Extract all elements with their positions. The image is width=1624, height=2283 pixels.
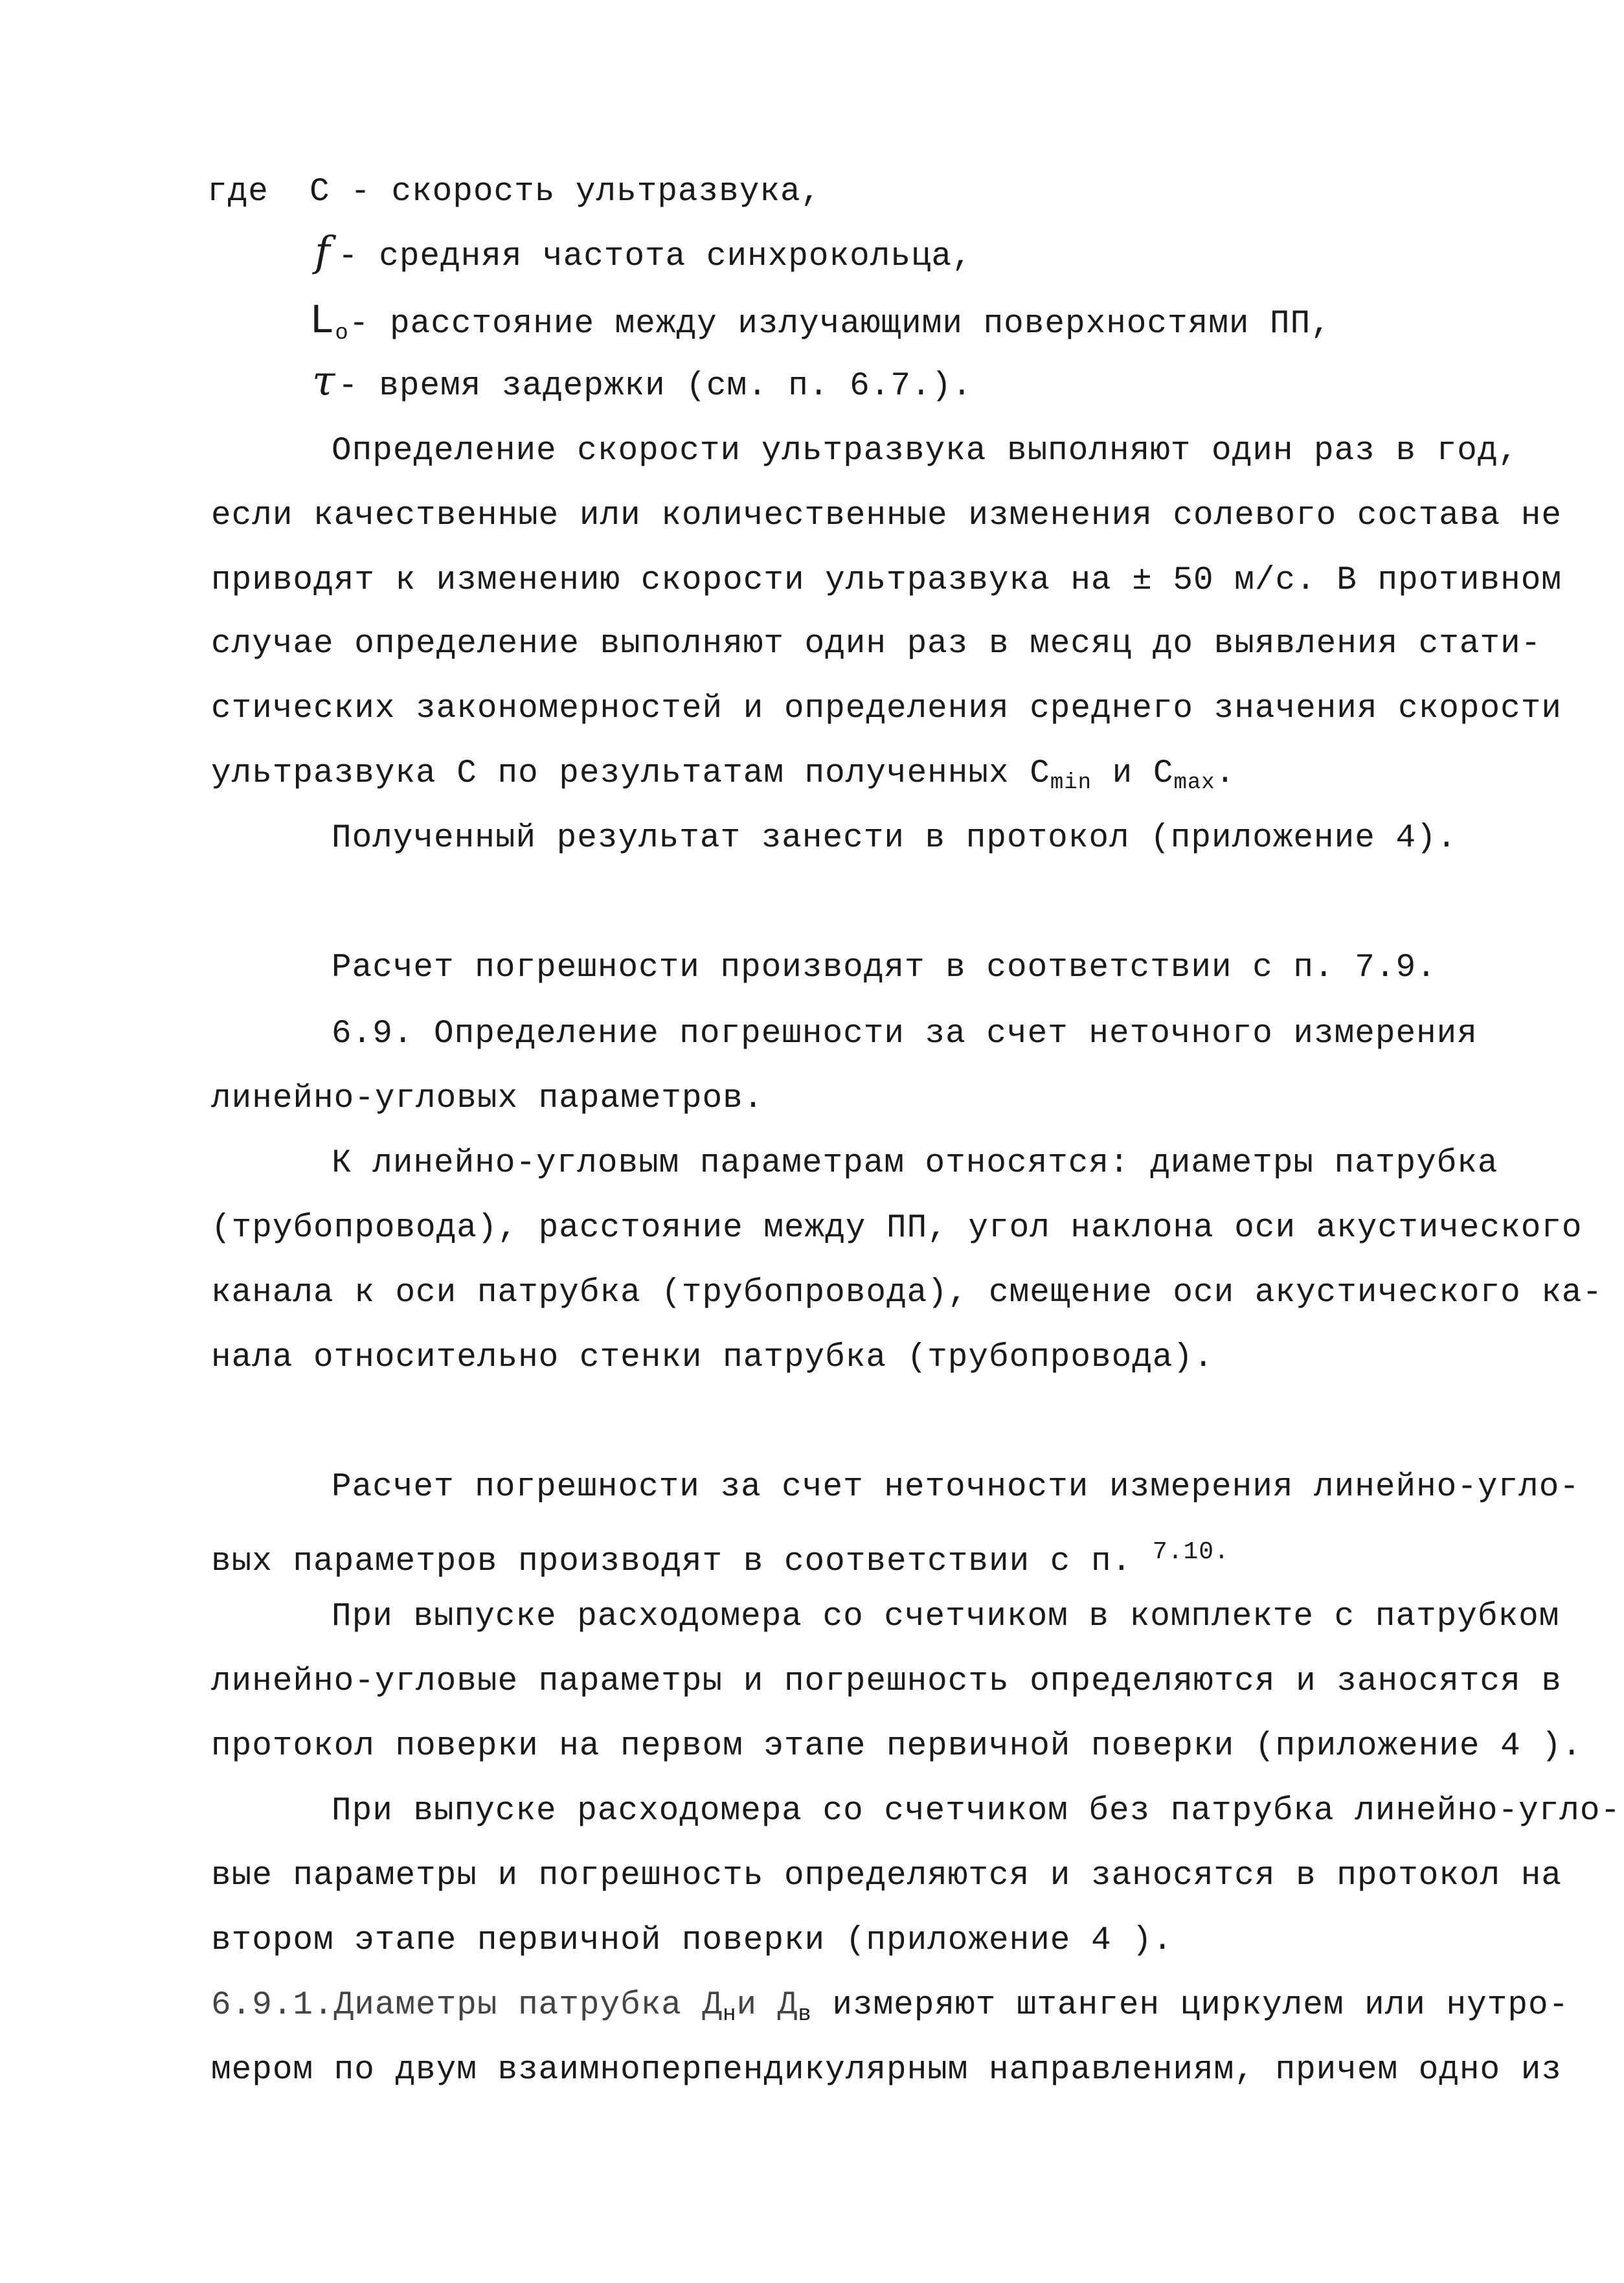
para1-line-6-end: . <box>1215 755 1236 792</box>
para1-line-4: случае определение выполняют один раз в месяц до выявления стати- <box>211 626 1542 663</box>
section-6-9-1-line-1 <box>211 1983 1569 2038</box>
para7-line-2: вые параметры и погрешность определяются и заносятся в протокол на <box>211 1857 1562 1894</box>
where-label: где <box>207 174 269 210</box>
para4-line-4: нала относительно стенки патрубка (трубопровода). <box>211 1339 1214 1376</box>
c-min-subscript: min <box>1050 771 1092 795</box>
clause-ref-7-10: 7.10. <box>1152 1538 1230 1566</box>
l-subscript: o <box>335 321 349 346</box>
section-6-9-1-mid: и Д <box>736 1987 798 2024</box>
para4-line-2: (трубопровода), расстояние между ПП, угол наклона оси акустического <box>211 1210 1583 1247</box>
para6-line-1: При выпуске расходомера со счетчиком в комплекте с патрубком <box>332 1598 1560 1635</box>
section-6-9-1-start: 6.9.1.Диаметры патрубка Д <box>211 1987 723 2024</box>
section-6-9-line-1: 6.9. Определение погрешности за счет неточного измерения <box>332 1016 1478 1052</box>
d-v-subscript: в <box>798 2003 812 2027</box>
para1-line-3: приводят к изменению скорости ультразвука на ± 50 м/с. В противном <box>211 562 1562 599</box>
para6-line-3: протокол поверки на первом этапе первичной поверки (приложение 4 ). <box>211 1728 1583 1765</box>
para1-line-2: если качественные или количественные изменения солевого состава не <box>211 497 1562 534</box>
para1-line-6-text: ультразвука С по результатам полученных С <box>211 755 1050 792</box>
para2-line: Полученный результат занести в протокол (приложение 4). <box>332 820 1458 857</box>
para1-line-5: стических закономерностей и определения среднего значения скорости <box>211 690 1562 727</box>
para4-line-1: К линейно-угловым параметрам относятся: диаметры патрубка <box>332 1145 1498 1182</box>
para7-line-1: При выпуске расходомера со счетчиком без патрубка линейно-угло- <box>332 1793 1621 1830</box>
para4-line-3: канала к оси патрубка (трубопровода), смещение оси акустического ка- <box>211 1275 1603 1312</box>
para5-line-1: Расчет погрешности за счет неточности измерения линейно-угло- <box>332 1469 1580 1506</box>
para6-line-2: линейно-угловые параметры и погрешность определяются и заносятся в <box>211 1663 1562 1700</box>
para3-line: Расчет погрешности производят в соответствии с п. 7.9. <box>332 949 1437 986</box>
where-tau-line <box>310 358 973 409</box>
tau-symbol: τ <box>312 358 336 405</box>
para7-line-3: втором этапе первичной поверки (приложение 4 ). <box>211 1922 1173 1959</box>
para5-line-2-text: вых параметров производят в соответствии с п. <box>211 1543 1153 1580</box>
where-c-line <box>207 170 821 215</box>
section-6-9-line-2: линейно-угловых параметров. <box>211 1080 764 1117</box>
para1-line-6 <box>211 751 1235 806</box>
para5-line-2 <box>211 1530 1230 1585</box>
section-6-9-1-end: измеряют штанген циркулем или нутро- <box>811 1987 1570 2024</box>
f-definition: - средняя частота синхрокольца, <box>338 238 973 275</box>
f-symbol: f <box>315 228 331 276</box>
para1-line-1: Определение скорости ультразвука выполняют один раз в год, <box>332 433 1519 470</box>
l-definition: - расстояние между излучающими поверхностями ПП, <box>348 306 1331 343</box>
d-n-subscript: н <box>723 2003 737 2027</box>
l-symbol: L <box>310 299 335 345</box>
where-l-line <box>310 299 1331 356</box>
where-f-line <box>310 228 973 280</box>
c-definition: С - скорость ультразвука, <box>310 174 822 210</box>
section-6-9-1-line-2: мером по двум взаимноперпендикулярным направлениям, причем одно из <box>211 2052 1562 2089</box>
tau-definition: - время задержки (см. п. 6.7.). <box>338 368 973 405</box>
para1-line-6-mid: и С <box>1092 755 1174 792</box>
c-max-subscript: max <box>1173 771 1215 795</box>
